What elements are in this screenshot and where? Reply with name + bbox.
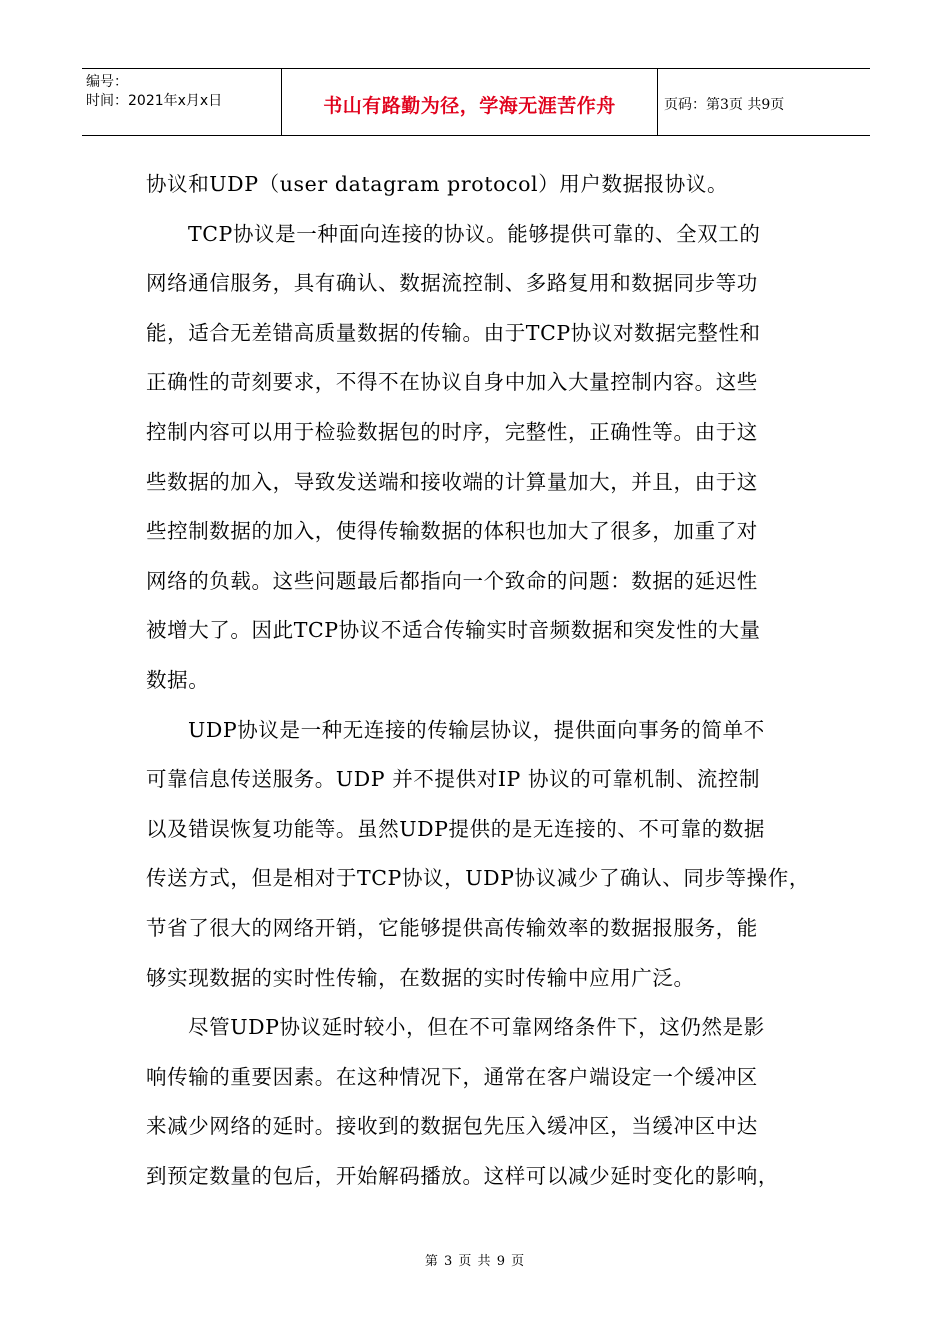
header-meta-cell xyxy=(82,69,282,135)
text-line: TCP协议是一种面向连接的协议。能够提供可靠的、全双工的 xyxy=(188,221,761,246)
text-line: 网络的负载。这些问题最后都指向一个致命的问题：数据的延迟性 xyxy=(146,568,758,593)
text-line: 能，适合无差错高质量数据的传输。由于TCP协议对数据完整性和 xyxy=(146,320,761,345)
text-line: 来减少网络的延时。接收到的数据包先压入缓冲区，当缓冲区中达 xyxy=(146,1114,758,1139)
text-line: 些数据的加入，导致发送端和接收端的计算量加大，并且，由于这 xyxy=(146,469,758,494)
document-number-label: 编号： xyxy=(86,74,128,90)
document-date: 时间：2021年x月x日 xyxy=(86,93,223,109)
text-line: 数据。 xyxy=(146,667,210,692)
header-page-info: 页码：第3页 共9页 xyxy=(664,97,785,113)
text-line: 被增大了。因此TCP协议不适合传输实时音频数据和突发性的大量 xyxy=(146,618,761,643)
page-footer: 第 3 页 共 9 页 xyxy=(424,1254,526,1269)
text-line: 可靠信息传送服务。UDP 并不提供对IP 协议的可靠机制、流控制 xyxy=(146,767,761,792)
text-line: 传送方式，但是相对于TCP协议，UDP协议减少了确认、同步等操作， xyxy=(146,866,810,891)
text-line: UDP协议是一种无连接的传输层协议，提供面向事务的简单不 xyxy=(188,717,765,742)
text-line: 到预定数量的包后，开始解码播放。这样可以减少延时变化的影响， xyxy=(146,1163,779,1188)
text-line: 以及错误恢复功能等。虽然UDP提供的是无连接的、不可靠的数据 xyxy=(146,816,766,841)
text-line: 网络通信服务，具有确认、数据流控制、多路复用和数据同步等功 xyxy=(146,271,758,296)
text-line: 些控制数据的加入，使得传输数据的体积也加大了很多，加重了对 xyxy=(146,519,758,544)
header-motto: 书山有路勤为径，学海无涯苦作舟 xyxy=(323,94,616,117)
header-page-cell xyxy=(658,69,870,135)
text-line: 响传输的重要因素。在这种情况下，通常在客户端设定一个缓冲区 xyxy=(146,1064,758,1089)
document-body xyxy=(146,160,808,1201)
text-line: 够实现数据的实时性传输，在数据的实时传输中应用广泛。 xyxy=(146,965,695,990)
text-line: 正确性的苛刻要求，不得不在协议自身中加入大量控制内容。这些 xyxy=(146,370,758,395)
text-line: 协议和UDP（user datagram protocol）用户数据报协议。 xyxy=(146,172,729,196)
header-motto-cell xyxy=(282,69,658,135)
text-line: 控制内容可以用于检验数据包的时序，完整性，正确性等。由于这 xyxy=(146,419,758,444)
page-header xyxy=(82,68,870,136)
text-line: 尽管UDP协议延时较小，但在不可靠网络条件下，这仍然是影 xyxy=(188,1015,765,1040)
text-line: 节省了很大的网络开销，它能够提供高传输效率的数据报服务，能 xyxy=(146,915,758,940)
